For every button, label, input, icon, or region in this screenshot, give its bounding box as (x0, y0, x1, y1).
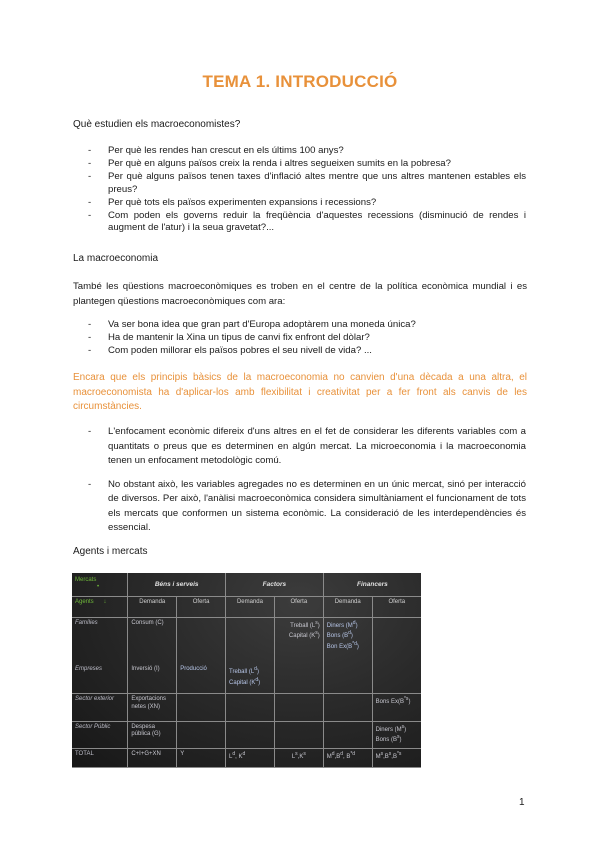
list-item: - Per què alguns països tenen taxes d'inflació altes mentre que uns altres mantenen estables els preus? (88, 171, 526, 195)
table-cell: C+I+G+XN (128, 749, 177, 768)
question-list (88, 145, 526, 235)
table-cell: $M^d,B^d$, $B^{*d}$ (323, 749, 372, 768)
row-label: Empreses (72, 664, 128, 693)
table-cell (177, 617, 226, 664)
list-item: - Per què tots els països experimenten expansions i recessions? (88, 196, 377, 208)
section-question: Què estudien els macroeconomistes? (73, 119, 241, 130)
page-number: 1 (519, 797, 525, 808)
table-cell (274, 721, 323, 748)
table-cell: $L^s,K^s$ (274, 749, 323, 768)
table-cell: Diners $(M^s)$ Bons $(B^s)$ (372, 721, 421, 748)
group-header: Financers (323, 573, 421, 596)
group-header: Factors (226, 573, 324, 596)
highlight-paragraph: Encara que els principis bàsics de la macroeconomia no canvien d'una dècada a una altra, el macroeconomista ha d'aplicar-los amb flexibilitat i creativitat per a fer front als canvis de les circumstàncies. (73, 372, 527, 412)
list-item: - Per què en alguns països creix la renda i altres segueixen sumits en la pobresa? (88, 158, 451, 169)
table-cell: $L^d$, $K^d$ (226, 749, 275, 768)
table-cell (226, 694, 275, 721)
row-label: Sector exterior (72, 694, 128, 721)
list-item: - Per què les rendes han crescut en els últims 100 anys? (88, 145, 344, 156)
table-cell: Despesa pública (G) (128, 721, 177, 748)
table-cell: Exportacions netes (XN) (128, 694, 177, 721)
list-item: - L'enfocament econòmic difereix d'uns altres en el fet de considerar les diferents variables com a quantitats o preus que es determinen en algún mercat. La microeconomia i la macroeconomia tenen un enfocament metodològic comú. (88, 426, 526, 466)
list-item: - Com poden millorar els països pobres el seu nivell de vida? ... (88, 345, 372, 356)
table-cell: Treball $(L^d)$ Capital $(K^d)$ (226, 664, 275, 693)
table-cell (226, 721, 275, 748)
subheader: Demanda (226, 596, 275, 617)
intro-paragraph: També les qüestions macroeconòmiques es troben en el centre de la política econòmica mundial i es plantegen qüestions macroeconòmiques com ara: (73, 281, 527, 307)
table-cell (226, 617, 275, 664)
table-cell: Treball $(L^s)$ Capital $(K^s)$ (274, 617, 323, 664)
table-cell: $M^s,B^s,B^{*s}$ (372, 749, 421, 768)
subheader: Demanda (128, 596, 177, 617)
list-item: - Com poden els governs reduir la freqüència d'aquestes recessions (disminució de rendes i augment de l'atur) i la seua gravetat?... (88, 209, 526, 233)
table-cell (177, 721, 226, 748)
agents-markets-table (72, 573, 421, 768)
table-cell: Inversió (I) (128, 664, 177, 693)
table-cell (323, 721, 372, 748)
table-cell (323, 694, 372, 721)
section-heading-agents: Agents i mercats (73, 546, 148, 557)
group-header: Béns i serveis (128, 573, 226, 596)
table-cell: Bons $Ex(B^{*s})$ (372, 694, 421, 721)
table-cell (177, 694, 226, 721)
table-cell (323, 664, 372, 693)
row-label: Famílies (72, 617, 128, 664)
subheader: Oferta (177, 596, 226, 617)
list-item: - No obstant això, les variables agregades no es determinen en un únic mercat, sinó per interacció de diversos. Per això, l'anàlisi macroeconòmica considera simultàniament el funcionament de tots els mercats que conformen un sistema econòmic. La consideració de les interdependències és essencial. (88, 478, 526, 533)
list-item: - Ha de mantenir la Xina un tipus de canvi fix enfront del dòlar? (88, 332, 370, 343)
list-item: - Va ser bona idea que gran part d'Europa adoptàrem una moneda única? (88, 319, 416, 330)
section-heading-macroeconomia: La macroeconomia (73, 253, 159, 264)
table-cell: Consum (C) (128, 617, 177, 664)
table-cell (372, 617, 421, 664)
corner-agents: Agents ↓ (72, 596, 128, 617)
table-cell (274, 664, 323, 693)
table-cell: Producció (177, 664, 226, 693)
row-label: TOTAL (72, 749, 128, 768)
corner-markets: Mercats • (72, 573, 128, 596)
row-label: Sector Públic (72, 721, 128, 748)
approach-list (88, 425, 526, 536)
subheader: Demanda (323, 596, 372, 617)
table-cell (274, 694, 323, 721)
policy-question-list (88, 319, 526, 358)
subheader: Oferta (372, 596, 421, 617)
page-title: TEMA 1. INTRODUCCIÓ (202, 72, 398, 91)
table-cell: Y (177, 749, 226, 768)
table-cell (372, 664, 421, 693)
subheader: Oferta (274, 596, 323, 617)
table-cell: Diners $(M^d)$ Bons $(B^d)$ Bon $Ex(B^{*d})$ (323, 617, 372, 664)
